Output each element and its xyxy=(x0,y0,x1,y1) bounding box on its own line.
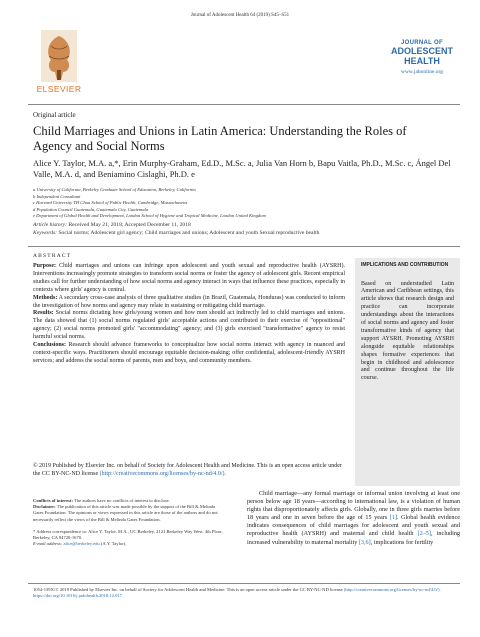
purpose-label: Purpose: xyxy=(33,263,56,269)
affiliation-item: d Population Council Guatemala, Guatemala City, Guatemala xyxy=(33,206,149,212)
conclusions-text: Research should advance frameworks to conceptualize how social norms interact with agency in nuanced and context-specific ways. Practitioners should encourage equitable decision-making; offer confidential, adolescent-friendly AYSRH services; and address the social norms of parents, men and boys, and community members. xyxy=(33,342,345,364)
results-text: Social norms dictating how girls/young women and how men should act indirectly led to child marriages and unions. The data showed that (1) social norms regulated girls' acceptable actions and contributed to their exercise of "oppositional" agency; (2) social norms promoted girls' "accommodating" agency; and (3) girls exercised "transformative" agency to resist harmful social norms. xyxy=(33,310,346,341)
publisher-logo xyxy=(28,28,90,100)
disclaimer-text: The publication of this article was made possible by the support of the Bill & Melinda Gates Foundation. The opinions or views expressed in this article are those of the authors and do not necessarily reflect the views of the Bill & Melinda Gates Foundation. xyxy=(33,504,218,522)
article-type: Original article xyxy=(33,111,76,119)
footer-divider xyxy=(28,583,460,584)
journal-title-box xyxy=(384,40,460,75)
email-suffix: (A.Y. Taylor). xyxy=(100,541,127,547)
abstract-divider xyxy=(28,246,460,247)
license-link[interactable]: (http://creativecommons.org/licenses/by-nc-nd/4.0/). xyxy=(99,470,227,477)
elsevier-tree-icon xyxy=(41,30,77,82)
abstract-heading: ABSTRACT xyxy=(33,253,72,259)
body-text xyxy=(247,490,460,547)
body-paragraph: , including increased vulnerability to maternal mortality xyxy=(247,530,461,546)
article-footnotes xyxy=(33,498,223,547)
journal-header xyxy=(28,28,460,102)
affiliations xyxy=(33,187,453,220)
body-paragraph: , implications for fertility xyxy=(370,538,434,546)
affiliation-item: c Harvard University TH Chan School of Public Health, Cambridge, Massachusetts xyxy=(33,200,188,206)
journal-title-line2: HEALTH xyxy=(404,56,440,66)
conflicts-label: Conflicts of interest: xyxy=(33,498,73,503)
citation-link[interactable]: [3,6] xyxy=(358,538,371,546)
journal-citation: Journal of Adolescent Health 64 (2019) S45–S51 xyxy=(190,13,290,18)
copyright-notice xyxy=(33,463,345,479)
email-link[interactable]: alice@berkeley.edu xyxy=(63,541,100,547)
author-list: Alice Y. Taylor, M.A. a,*, Erin Murphy-Graham, Ed.D., M.Sc. a, Julia Van Horn b, Bapu Vaitla, Ph.D., M.Sc. c, Ángel Del Valle, M.A. d, and Beniamino Cislaghi, Ph.D. e xyxy=(33,158,451,179)
citation-link[interactable]: [2–5] xyxy=(417,530,431,538)
publisher-name: ELSEVIER xyxy=(36,84,82,94)
disclaimer-label: Disclaimer: xyxy=(33,504,56,510)
history-label: Article history: xyxy=(33,222,68,228)
correspondence-address: * Address correspondence to: Alice Y. Taylor, M.A., UC Berkeley, 2121 Berkeley Way West, 4th Floor, Berkeley, CA 94720-1670. xyxy=(33,528,223,541)
email-label: E-mail address: xyxy=(33,541,63,547)
footer-license-link[interactable]: (http://creativecommons.org/licenses/by-nc-nd/4.0/). xyxy=(343,587,441,592)
methods-text: A secondary cross-case analysis of three qualitative studies (in Brazil, Guatemala, Honduras) was conducted to inform the investigation of how norms and agency may relate in sustaining or mitigating child marriage. xyxy=(33,294,346,309)
implications-text: Based on understudied Latin American and Caribbean settings, this article shows that research design and practice can incorporate understandings about the interactions of social norms and agency and foster transformative kinds of agency that support AYSRH. Promoting AYSRH alongside equitable relationships shapes formative experiences that begin in childhood and adolescence and continue throughout the life course. xyxy=(361,280,454,382)
purpose-text: Child marriages and unions can infringe upon adolescent and youth sexual and reproductive health (AYSRH). Interventions increasingly promote strategies to transform social norms or foster the agency of adolescent girls. Recent empirical studies call for further understanding of how social norms and agency interact in ways that influence these practices, especially in contexts where girls' agency is central. xyxy=(33,263,345,293)
citation-link[interactable]: [1] xyxy=(389,514,397,522)
body-paragraph: Child marriage—any formal marriage or informal union involving at least one person below age 18 years—according to international law, is a violation of human rights that disproportionately affects girls. Globally, one in three girls marries before 18 years and one in seven before the age of 15 years xyxy=(247,490,460,522)
methods-label: Methods: xyxy=(33,294,58,301)
footer-text: 1054-139X/© 2019 Published by Elsevier Inc. on behalf of Society for Adolescent Health and Medicine. This is an open access article under the CC BY-NC-ND license xyxy=(33,587,343,592)
implications-box xyxy=(355,258,460,486)
publication-footer xyxy=(33,587,457,600)
conclusions-label: Conclusions: xyxy=(33,342,67,349)
history-value: Received May 21, 2018; Accepted December 11, 2018 xyxy=(68,222,191,228)
keywords-value: Social norms; Adolescent girl agency; Child marriages and unions; Adolescent and youth Sexual reproductive health xyxy=(58,229,320,236)
affiliation-item: a University of California, Berkeley Graduate School of Education, Berkeley, California xyxy=(33,187,196,192)
article-history xyxy=(33,222,453,237)
header-divider xyxy=(28,104,460,105)
body-paragraph: . Global health evidence indicates consequences of child marriages for adolescent and youth sexual and reproductive health (AYSRH) and maternal and child health xyxy=(247,514,460,538)
journal-title-line1: ADOLESCENT xyxy=(390,46,453,56)
article-title: Child Marriages and Unions in Latin America: Understanding the Roles of Agency and Social Norms xyxy=(33,124,407,153)
keywords-label: Keywords: xyxy=(33,229,58,236)
implications-heading: IMPLICATIONS AND CONTRIBUTION xyxy=(361,262,449,268)
journal-title-small: JOURNAL OF xyxy=(401,40,443,46)
copyright-text: © 2019 Published by Elsevier Inc. on behalf of Society for Adolescent Health and Medicine. This is an open access article under the CC BY-NC-ND license xyxy=(33,463,342,477)
doi-link[interactable]: https://doi.org/10.1016/j.jadohealth.2018.12.017 xyxy=(33,593,122,599)
journal-url[interactable]: www.jahonline.org xyxy=(400,69,443,75)
conflicts-text: The authors have no conflicts of interest to disclose. xyxy=(74,498,170,503)
affiliation-item: b Independent Consultant xyxy=(33,193,81,199)
abstract-body xyxy=(33,263,345,366)
results-label: Results: xyxy=(33,310,54,317)
affiliation-item: e Department of Global Health and Development, London School of Hygiene and Tropical Medicine, London United Kingdom xyxy=(33,213,266,219)
